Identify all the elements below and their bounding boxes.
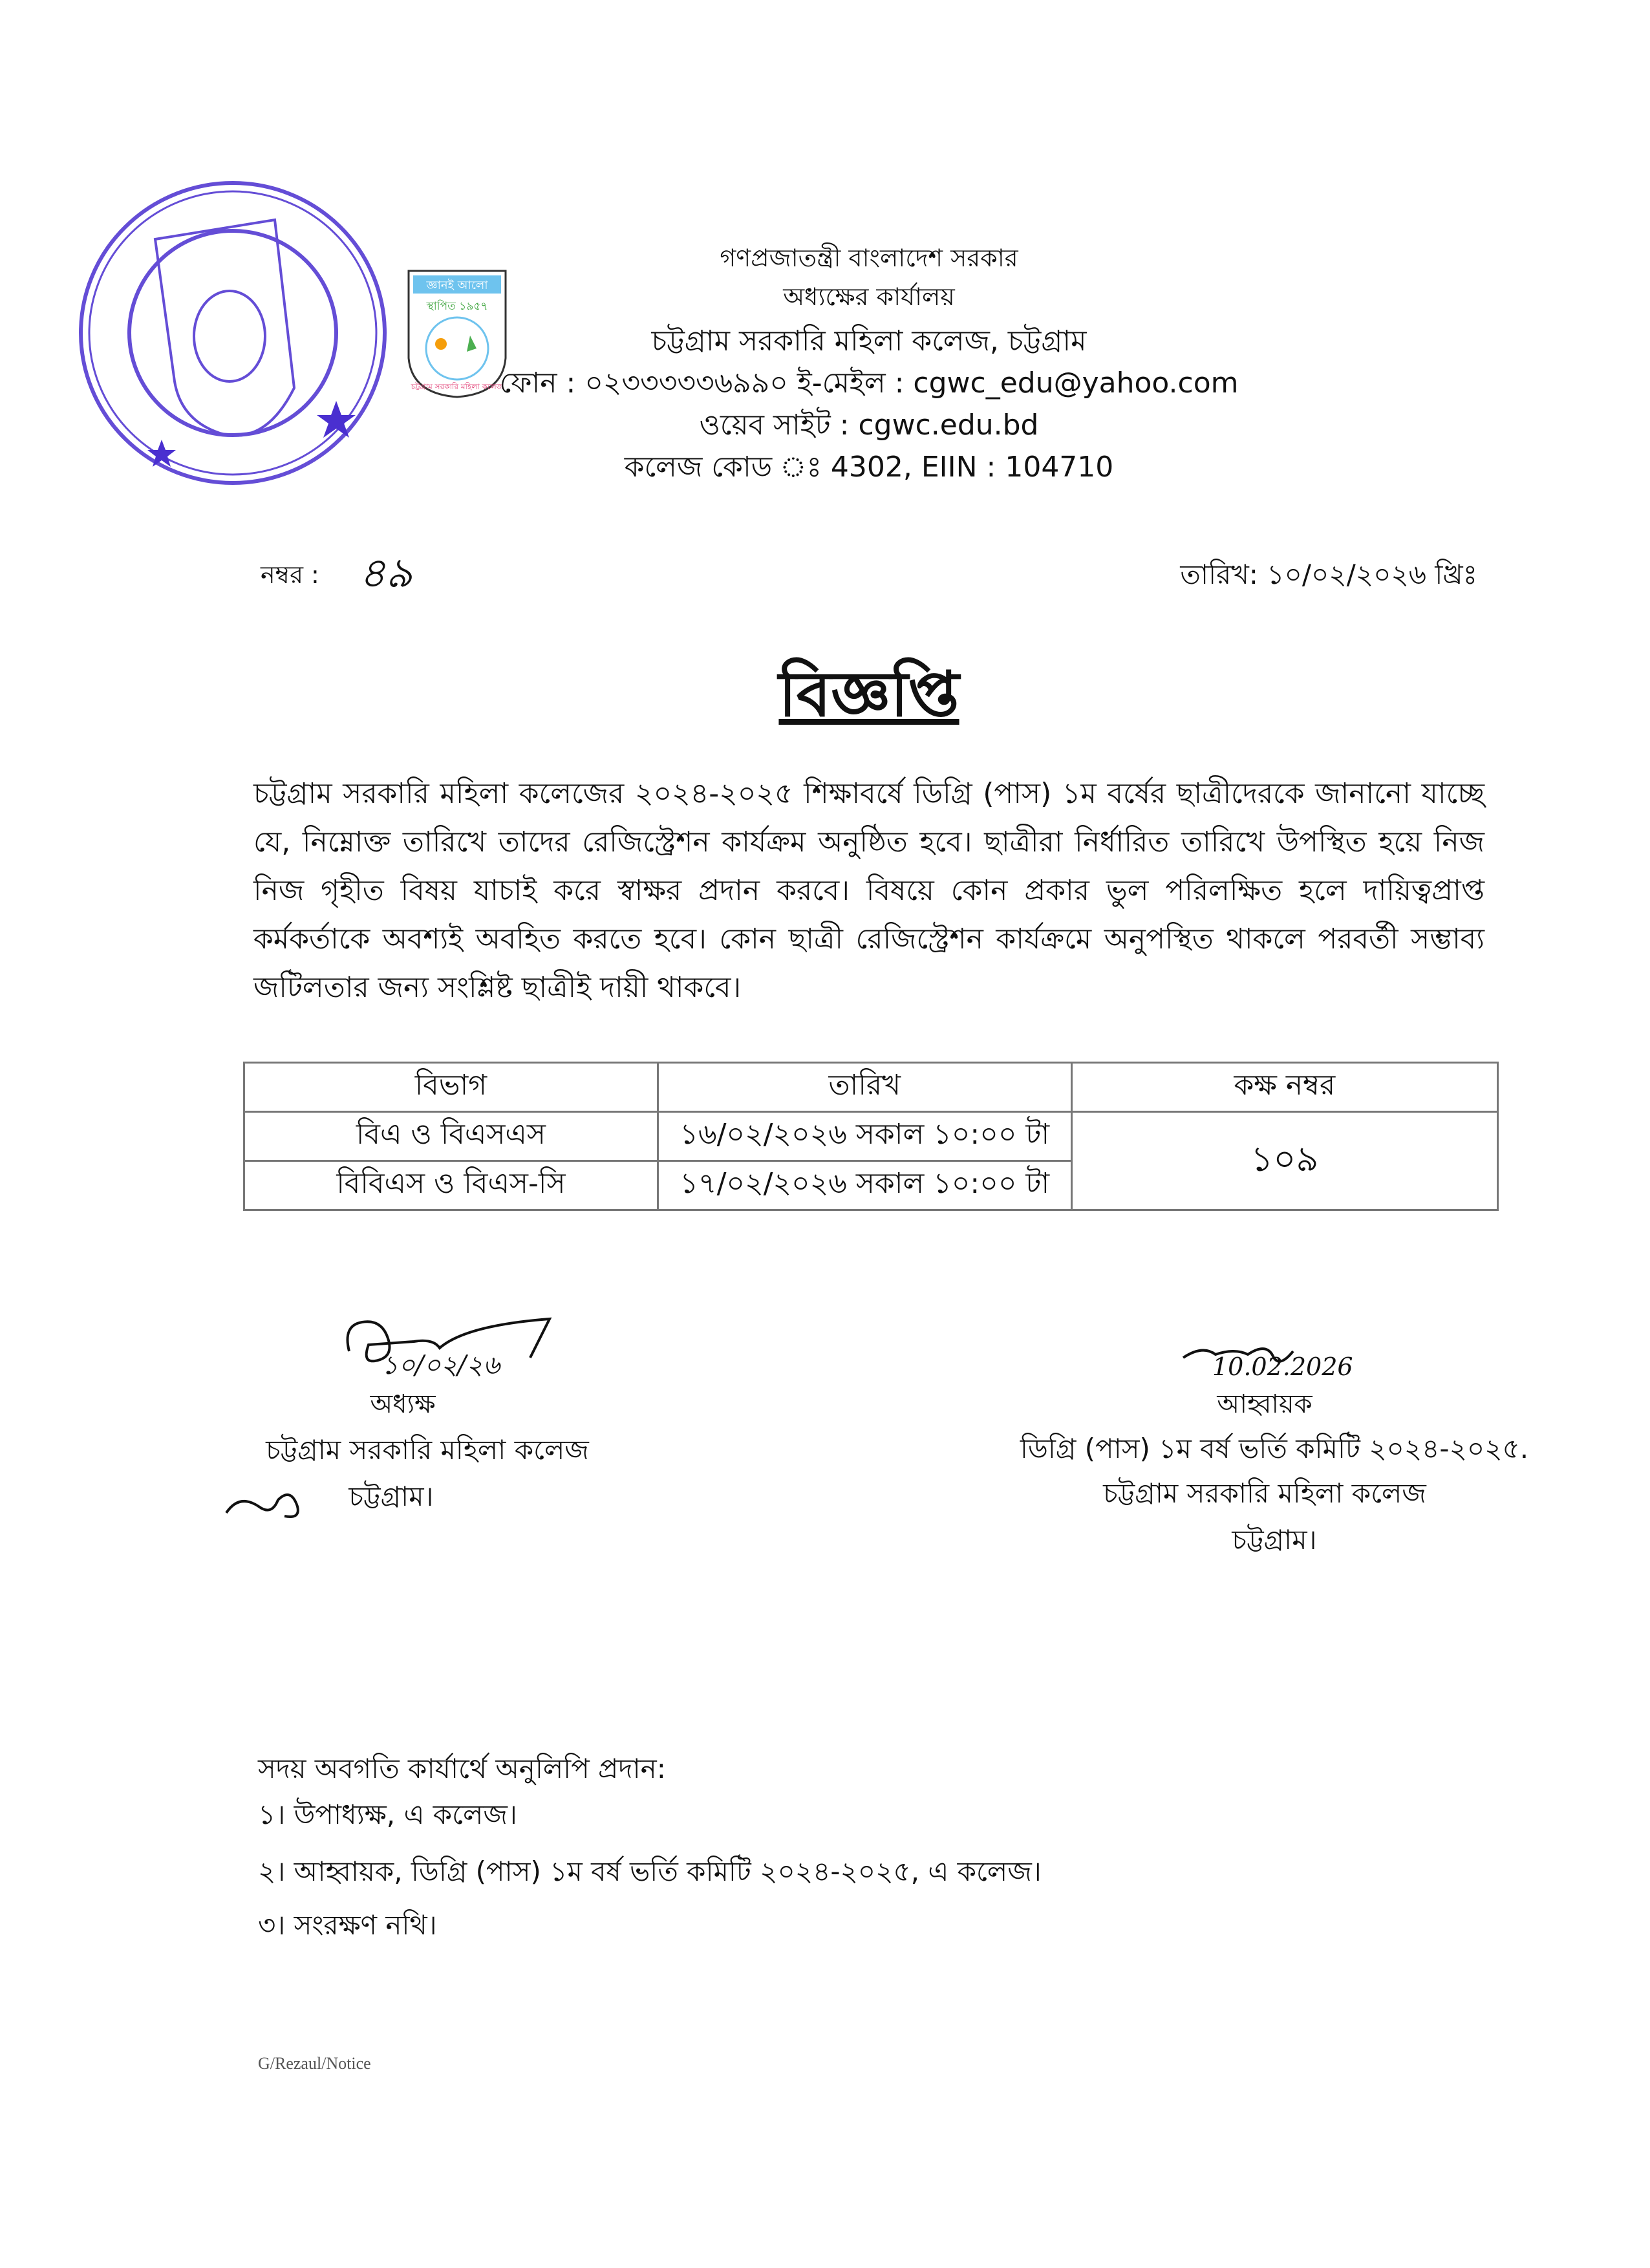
table-header-row: [244, 1063, 1498, 1112]
convener-city: চট্টগ্রাম।: [1232, 1524, 1317, 1556]
copy-item: ২। আহ্বায়ক, ডিগ্রি (পাস) ১ম বর্ষ ভর্তি কমিটি ২০২৪-২০২৫, এ কলেজ।: [258, 1856, 1042, 1887]
memo-number-handwritten: ৪৯: [359, 550, 413, 597]
header-college-name: চট্টগ্রাম সরকারি মহিলা কলেজ, চট্টগ্রাম: [651, 325, 1087, 358]
cell-department: বিবিএস ও বিএস-সি: [244, 1161, 658, 1210]
cell-date: ১৭/০২/২০২৬ সকাল ১০:০০ টা: [658, 1161, 1071, 1210]
svg-text:জ্ঞানই আলো: জ্ঞানই আলো: [426, 279, 488, 292]
copy-item: ১। উপাধ্যক্ষ, এ কলেজ।: [258, 1799, 517, 1830]
memo-number-label: নম্বর :: [261, 561, 319, 589]
principal-signature-date: ১০/০২/২৬: [381, 1351, 500, 1380]
copy-item: ৩। সংরক্ষণ নথি।: [258, 1909, 437, 1941]
convener-signature-date: 10.02.2026: [1212, 1353, 1353, 1381]
convener-committee: ডিগ্রি (পাস) ১ম বর্ষ ভর্তি কমিটি ২০২৪-২০২৫.: [1020, 1433, 1529, 1464]
principal-title: অধ্যক্ষ: [370, 1389, 436, 1419]
column-header-department: বিভাগ: [244, 1063, 658, 1112]
convener-title: আহ্বায়ক: [1217, 1389, 1312, 1419]
column-header-date: তারিখ: [658, 1063, 1071, 1112]
initial-mark: [220, 1481, 317, 1532]
notice-body: চট্টগ্রাম সরকারি মহিলা কলেজের ২০২৪-২০২৫ শিক্ষাবর্ষে ডিগ্রি (পাস) ১ম বর্ষের ছাত্রীদেরকে জানানো যাচ্ছে যে, নিম্নোক্ত তারিখে তাদের রেজিস্ট্রেশন কার্যক্রম অনুষ্ঠিত হবে। ছাত্রীরা নির্ধারিত তারিখে উপস্থিত হয়ে নিজ নিজ গৃহীত বিষয় যাচাই করে স্বাক্ষর প্রদান করবে। বিষয়ে কোন প্রকার ভুল পরিলক্ষিত হলে দায়িত্বপ্রাপ্ত কর্মকর্তাকে অবশ্যই অবহিত করতে হবে। কোন ছাত্রী রেজিস্ট্রেশন কার্যক্রমে অনুপস্থিত থাকলে পরবর্তী সম্ভাব্য জটিলতার জন্য সংশ্লিষ্ট ছাত্রীই দায়ী থাকবে।: [253, 777, 1484, 1004]
copies-heading: সদয় অবগতি কার্যার্থে অনুলিপি প্রদান:: [258, 1753, 666, 1784]
footer-reference: G/Rezaul/Notice: [258, 2054, 371, 2073]
college-logo: [405, 268, 509, 400]
header-website: ওয়েব সাইট : cgwc.edu.bd: [699, 409, 1039, 442]
cell-date: ১৬/০২/২০২৬ সকাল ১০:০০ টা: [658, 1112, 1071, 1161]
principal-college: চট্টগ্রাম সরকারি মহিলা কলেজ: [266, 1434, 589, 1466]
cell-department: বিএ ও বিএসএস: [244, 1112, 658, 1161]
table-row: [244, 1112, 1498, 1161]
notice-title: বিজ্ঞপ্তি: [778, 658, 959, 731]
header-college-code: কলেজ কোড ঃ 4302, EIIN : 104710: [624, 451, 1114, 484]
cell-room: ১০৯: [1071, 1112, 1497, 1210]
convener-college: চট্টগ্রাম সরকারি মহিলা কলেজ: [1103, 1477, 1426, 1509]
svg-text:চট্টগ্রাম সরকারি মহিলা কলেজ: চট্টগ্রাম সরকারি মহিলা কলেজ: [411, 382, 504, 391]
college-seal-stamp: [71, 175, 394, 491]
memo-date: তারিখ: ১০/০২/২০২৬ খ্রিঃ: [1180, 559, 1477, 590]
principal-city: চট্টগ্রাম।: [348, 1481, 434, 1512]
registration-schedule-table: [243, 1062, 1499, 1211]
svg-text:স্থাপিত ১৯৫৭: স্থাপিত ১৯৫৭: [426, 300, 488, 313]
column-header-room: কক্ষ নম্বর: [1071, 1063, 1497, 1112]
header-contact: ফোন : ০২৩৩৩৩৩৬৯৯০ ই-মেইল : cgwc_edu@yahoo.com: [499, 367, 1239, 400]
header-government: গণপ্রজাতন্ত্রী বাংলাদেশ সরকার: [720, 244, 1018, 272]
header-office: অধ্যক্ষের কার্যালয়: [783, 283, 955, 311]
